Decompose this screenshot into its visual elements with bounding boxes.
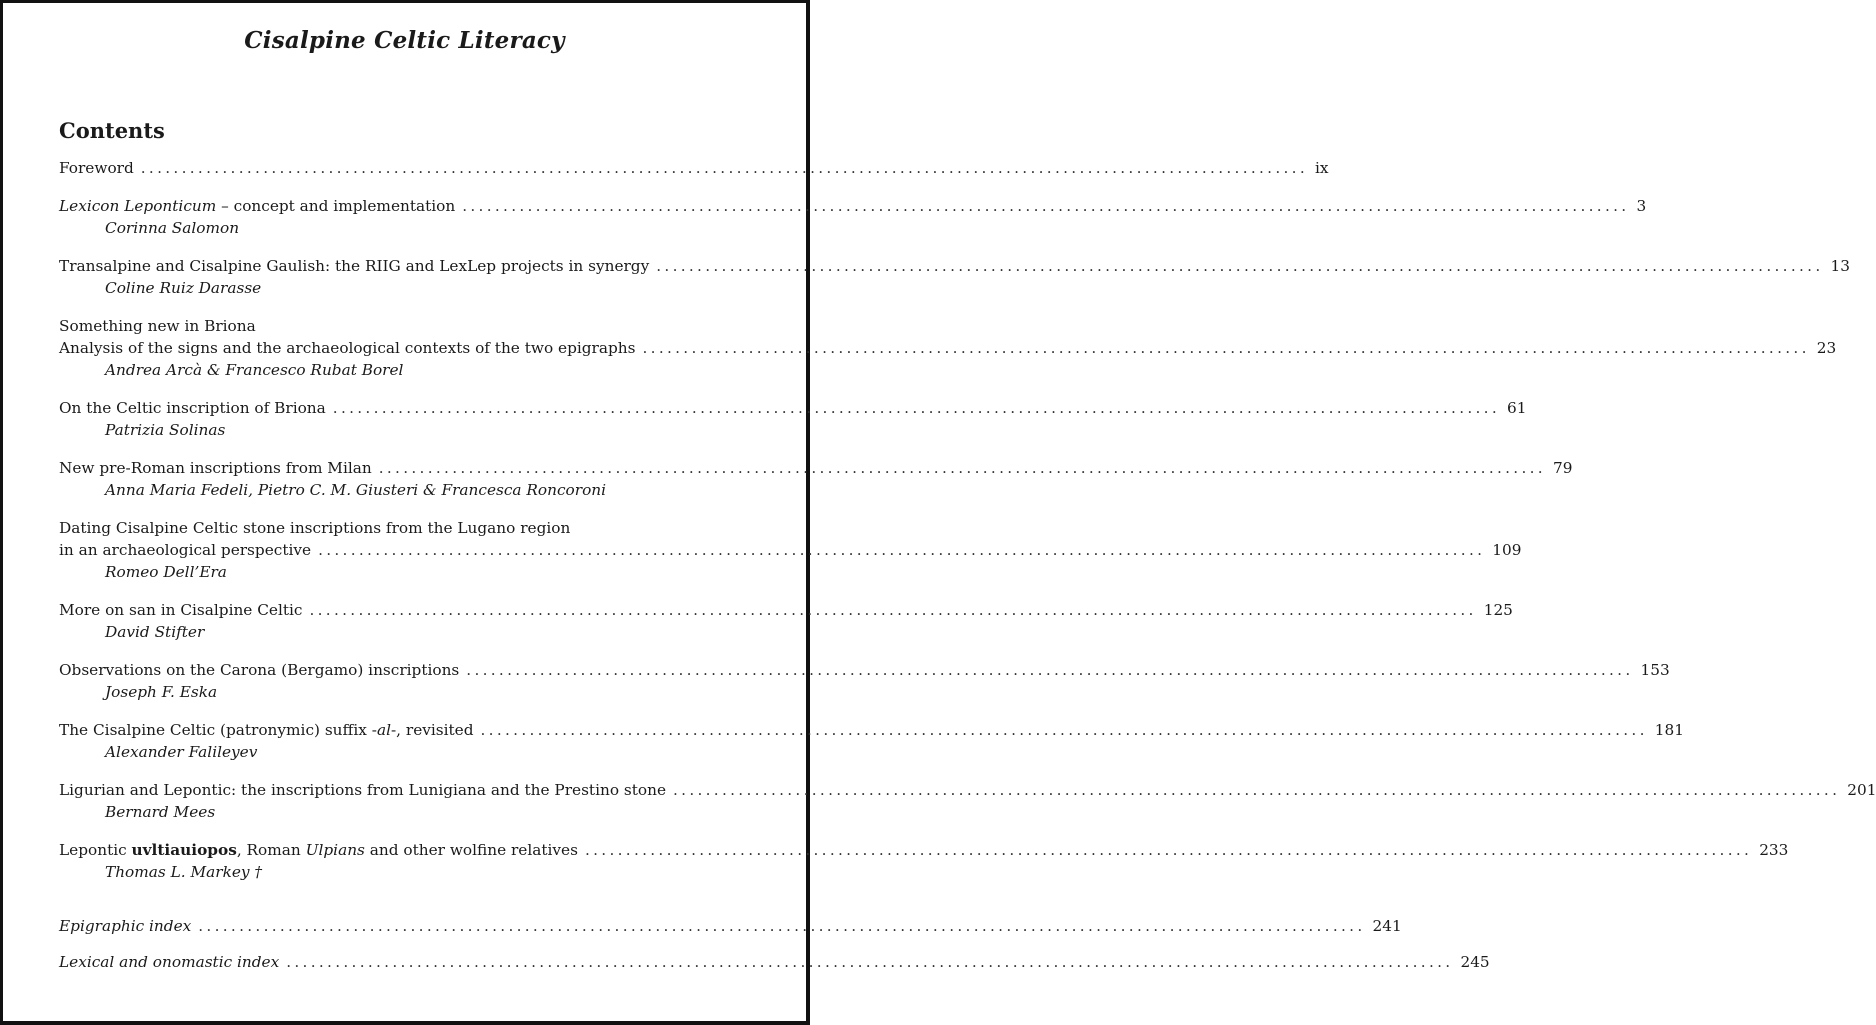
toc-entry [59,599,1513,643]
toc-entry-title: Lepontic uvltiauiopos, Roman Ulpians and other wolfine relatives [59,841,578,859]
toc-entry-page: 181 [1654,721,1684,739]
toc-entry [59,157,1329,179]
toc-entry-author: Coline Ruiz Darasse [105,279,262,297]
toc-entry-author: Joseph F. Eska [105,683,218,701]
toc-entry-page: 3 [1636,197,1647,215]
toc-entry-page: 109 [1492,541,1522,559]
toc-entry [59,951,1490,973]
toc-entry-author: Thomas L. Markey † [105,863,263,881]
dot-leader: ............................................................................................................................................... [466,661,1634,679]
dot-leader: ............................................................................................................................................... [140,159,1308,177]
toc-entry-page: 245 [1460,953,1490,971]
toc-entry-author: Alexander Falileyev [105,743,258,761]
toc-entry-author: Romeo Dell’Era [105,563,227,581]
toc-entry-author: Anna Maria Fedeli, Pietro C. M. Giusteri & Francesca Roncoroni [105,481,607,499]
dot-leader: ............................................................................................................................................... [480,721,1648,739]
dot-leader: ............................................................................................................................................... [318,541,1486,559]
toc-entry-title: Epigraphic index [59,917,192,935]
toc-entry-title: in an archaeological perspective [59,541,312,559]
toc-entry [59,397,1527,441]
toc-entry [59,719,1684,763]
dot-leader: ............................................................................................................................................... [462,197,1630,215]
dot-leader: ............................................................................................................................................... [332,399,1501,417]
toc-entry-title: Ligurian and Lepontic: the inscriptions from Lunigiana and the Prestino stone [59,781,666,799]
dot-leader: ............................................................................................................................................... [656,257,1824,275]
toc-entry-title: On the Celtic inscription of Briona [59,399,326,417]
toc-entry-title: More on san in Cisalpine Celtic [59,601,303,619]
dot-leader: ............................................................................................................................................... [309,601,1477,619]
toc-entry-author: Bernard Mees [105,803,216,821]
toc-entry-author: Corinna Salomon [105,219,240,237]
toc-entry-page: 241 [1372,917,1402,935]
toc-entry-title-line: Dating Cisalpine Celtic stone inscriptions from the Lugano region [59,519,571,537]
toc-entry-page: 79 [1552,459,1573,477]
toc-entry [59,315,1837,381]
toc-entry-page: 23 [1816,339,1837,357]
toc-entry-author: Andrea Arcà & Francesco Rubat Borel [105,361,404,379]
toc-entry-title: The Cisalpine Celtic (patronymic) suffix -al-, revisited [59,721,474,739]
book-title: Cisalpine Celtic Literacy [244,27,565,54]
dot-leader: ............................................................................................................................................... [198,917,1366,935]
toc-entry-page: 13 [1830,257,1850,275]
toc-entry-page: ix [1315,159,1329,177]
contents-heading: Contents [59,118,165,143]
toc-entry-title: New pre-Roman inscriptions from Milan [59,459,372,477]
toc-entry [59,839,1789,883]
toc-entry [59,659,1670,703]
toc-entry [59,457,1573,501]
toc-entry [59,255,1850,299]
toc-entry [59,517,1522,583]
toc-entry-page: 125 [1483,601,1513,619]
dot-leader: ............................................................................................................................................... [286,953,1454,971]
toc-entry [59,195,1647,239]
toc-entry [59,915,1402,937]
toc-entry-page: 201 [1847,781,1876,799]
toc-entry-title: Transalpine and Cisalpine Gaulish: the RIIG and LexLep projects in synergy [59,257,650,275]
toc-entry-page: 61 [1507,399,1527,417]
toc-entry-title: Foreword [59,159,134,177]
toc-entry-title-line: Something new in Briona [59,317,256,335]
toc-entry [59,779,1876,823]
table-of-contents [59,157,1876,973]
toc-entry-title: Lexicon Leponticum – concept and implementation [59,197,456,215]
dot-leader: ............................................................................................................................................... [584,841,1753,859]
toc-entry-title: Lexical and onomastic index [59,953,280,971]
toc-entry-title: Analysis of the signs and the archaeological contexts of the two epigraphs [59,339,636,357]
dot-leader: ............................................................................................................................................... [673,781,1841,799]
dot-leader: ............................................................................................................................................... [378,459,1546,477]
toc-entry-page: 233 [1759,841,1789,859]
toc-entry-title: Observations on the Carona (Bergamo) inscriptions [59,661,460,679]
dot-leader: ............................................................................................................................................... [642,339,1810,357]
toc-entry-page: 153 [1640,661,1670,679]
toc-entry-author: Patrizia Solinas [105,421,226,439]
toc-entry-author: David Stifter [105,623,205,641]
